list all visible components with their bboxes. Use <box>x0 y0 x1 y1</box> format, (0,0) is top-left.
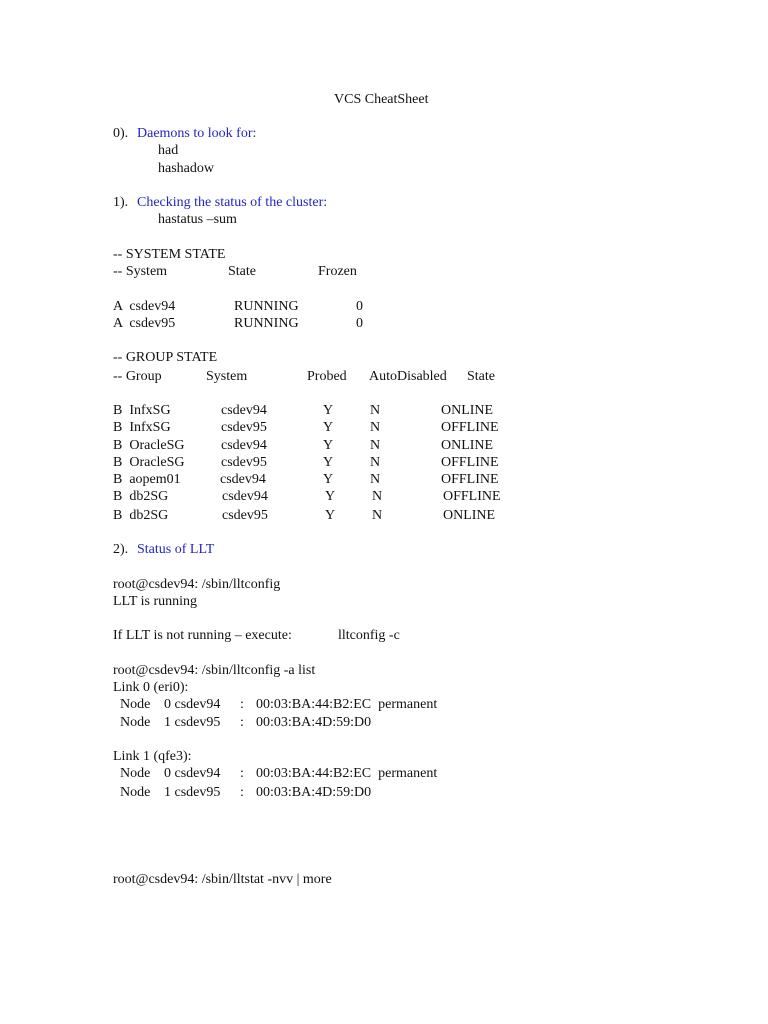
system-state-cell: RUNNING <box>234 316 299 331</box>
group-state-cell: N <box>370 420 381 435</box>
llt-link-name: Link 0 (eri0): <box>113 680 189 695</box>
group-state-cell: B InfxSG <box>113 403 171 418</box>
section-0-number: 0). <box>113 126 129 141</box>
group-state-cell: Y <box>323 455 334 470</box>
system-state-cell: RUNNING <box>234 299 299 314</box>
group-state-cell: csdev94 <box>220 472 266 487</box>
group-state-cell: OFFLINE <box>441 420 499 435</box>
llt-node-cell: 00:03:BA:4D:59:D0 <box>256 715 372 730</box>
llt-link-name: Link 1 (qfe3): <box>113 749 192 764</box>
llt-node-cell: : <box>240 785 244 800</box>
system-state-header: State <box>228 264 256 279</box>
system-state-header: -- System <box>113 264 168 279</box>
llt-node-cell: Node <box>120 766 151 781</box>
group-state-cell: csdev95 <box>221 455 267 470</box>
llt-node-cell: 1 csdev95 <box>164 715 221 730</box>
section-1-command: hastatus –sum <box>158 212 237 227</box>
llt-node-cell: : <box>240 715 244 730</box>
group-state-cell: ONLINE <box>441 403 494 418</box>
group-state-cell: ONLINE <box>443 508 496 523</box>
group-state-cell: N <box>372 489 383 504</box>
section-1-heading: Checking the status of the cluster: <box>137 195 328 210</box>
llt-command: root@csdev94: /sbin/lltconfig <box>113 577 281 592</box>
group-state-cell: B OracleSG <box>113 438 185 453</box>
group-state-cell: ONLINE <box>441 438 494 453</box>
llt-node-cell: 00:03:BA:44:B2:EC permanent <box>256 766 438 781</box>
group-state-cell: csdev95 <box>221 420 267 435</box>
group-state-cell: N <box>370 438 381 453</box>
llt-node-cell: 00:03:BA:4D:59:D0 <box>256 785 372 800</box>
group-state-header: System <box>206 369 248 384</box>
group-state-cell: Y <box>323 420 334 435</box>
group-state-cell: B db2SG <box>113 489 169 504</box>
group-state-cell: Y <box>325 508 336 523</box>
group-state-cell: csdev94 <box>222 489 268 504</box>
group-state-cell: B InfxSG <box>113 420 171 435</box>
group-state-header: AutoDisabled <box>369 369 447 384</box>
group-state-cell: OFFLINE <box>441 472 499 487</box>
llt-if-not-running: If LLT is not running – execute: <box>113 628 292 643</box>
section-1-number: 1). <box>113 195 129 210</box>
llt-command: root@csdev94: /sbin/lltstat -nvv | more <box>113 872 332 887</box>
group-state-cell: N <box>370 455 381 470</box>
group-state-cell: N <box>372 508 383 523</box>
llt-command: root@csdev94: /sbin/lltconfig -a list <box>113 663 316 678</box>
llt-node-cell: 00:03:BA:44:B2:EC permanent <box>256 697 438 712</box>
daemon-line: had <box>158 143 179 158</box>
system-state-cell: 0 <box>356 299 363 314</box>
llt-node-cell: 1 csdev95 <box>164 785 221 800</box>
llt-node-cell: : <box>240 766 244 781</box>
group-state-cell: Y <box>323 438 334 453</box>
group-state-cell: csdev94 <box>221 403 267 418</box>
group-state-header: -- Group <box>113 369 162 384</box>
system-state-cell: 0 <box>356 316 363 331</box>
group-state-cell: B aopem01 <box>113 472 181 487</box>
group-state-header: State <box>467 369 495 384</box>
group-state-cell: OFFLINE <box>441 455 499 470</box>
group-state-cell: N <box>370 472 381 487</box>
system-state-cell: A csdev95 <box>113 316 176 331</box>
group-state-cell: OFFLINE <box>443 489 501 504</box>
section-2-heading: Status of LLT <box>137 542 215 557</box>
llt-node-cell: Node <box>120 785 151 800</box>
system-state-header: Frozen <box>318 264 357 279</box>
group-state-cell: Y <box>323 472 334 487</box>
group-state-cell: Y <box>323 403 334 418</box>
llt-exec-command: lltconfig -c <box>338 628 400 643</box>
llt-node-cell: : <box>240 697 244 712</box>
group-state-title: -- GROUP STATE <box>113 350 218 365</box>
group-state-cell: N <box>370 403 381 418</box>
group-state-cell: B db2SG <box>113 508 169 523</box>
section-0-heading: Daemons to look for: <box>137 126 257 141</box>
system-state-cell: A csdev94 <box>113 299 176 314</box>
section-2-number: 2). <box>113 542 129 557</box>
group-state-cell: csdev94 <box>221 438 267 453</box>
llt-node-cell: 0 csdev94 <box>164 766 221 781</box>
llt-node-cell: Node <box>120 697 151 712</box>
llt-node-cell: Node <box>120 715 151 730</box>
group-state-header: Probed <box>307 369 347 384</box>
llt-status: LLT is running <box>113 594 198 609</box>
daemon-line: hashadow <box>158 161 214 176</box>
group-state-cell: B OracleSG <box>113 455 185 470</box>
group-state-cell: Y <box>325 489 336 504</box>
group-state-cell: csdev95 <box>222 508 268 523</box>
llt-node-cell: 0 csdev94 <box>164 697 221 712</box>
document-title: VCS CheatSheet <box>334 92 429 107</box>
system-state-title: -- SYSTEM STATE <box>113 247 226 262</box>
